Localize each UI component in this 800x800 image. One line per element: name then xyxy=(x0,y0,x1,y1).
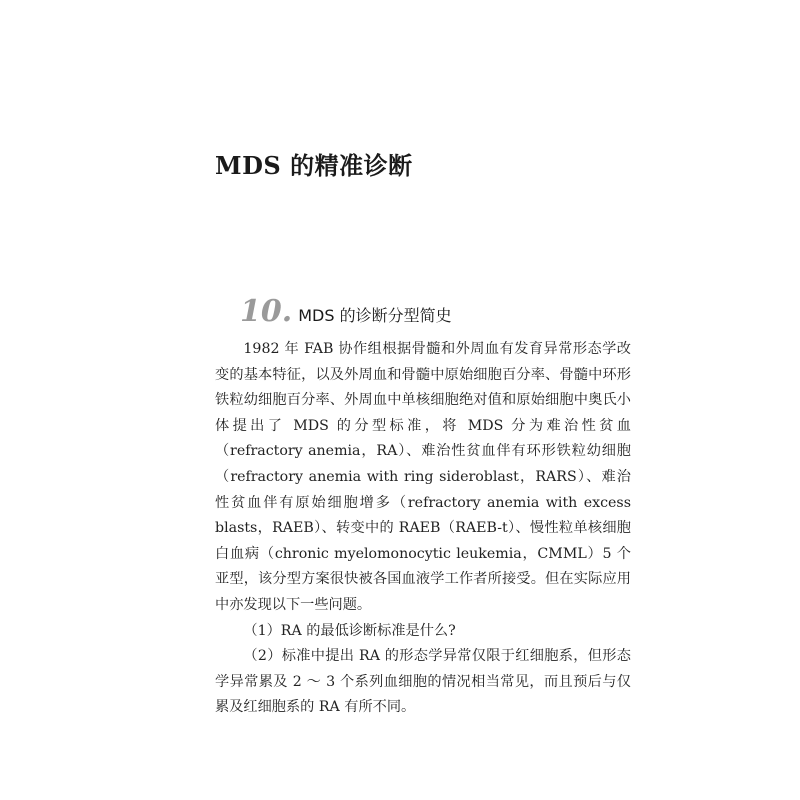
paragraph-question-1: （1）RA 的最低诊断标准是什么? xyxy=(243,622,456,639)
section-heading xyxy=(240,294,452,329)
body-text xyxy=(215,337,631,721)
section-number: 10. xyxy=(240,294,293,329)
paragraph-question-2: （2）标准中提出 RA 的形态学异常仅限于红细胞系，但形态学异常累及 2 ～ 3 个系列血细胞的情况相当常见，而且预后与仅累及红细胞系的 RA 有所不同。 xyxy=(215,648,631,716)
paragraph-history: 1982 年 FAB 协作组根据骨髓和外周血有发育异常形态学改变的基本特征，以及外周血和骨髓中原始细胞百分率、骨髓中环形铁粒幼细胞百分率、外周血中单核细胞绝对值和原始细胞中奥氏小体提出了 MDS 的分型标准，将 MDS 分为难治性贫血（refractory anemia，RA）、难治性贫血伴有环形铁粒幼细胞（refractory anemia with ring sideroblast，RARS）、难治性贫血伴有原始细胞增多（refractory anemia with excess blasts，RAEB）、转变中的 RAEB（RAEB-t）、慢性粒单核细胞白血病（chronic myelomonocytic leukemia，CMML）5 个亚型，该分型方案很快被各国血液学工作者所接受。但在实际应用中亦发现以下一些问题。 xyxy=(215,341,631,613)
section-title: MDS 的诊断分型简史 xyxy=(298,306,452,325)
chapter-title: MDS 的精准诊断 xyxy=(215,151,413,180)
